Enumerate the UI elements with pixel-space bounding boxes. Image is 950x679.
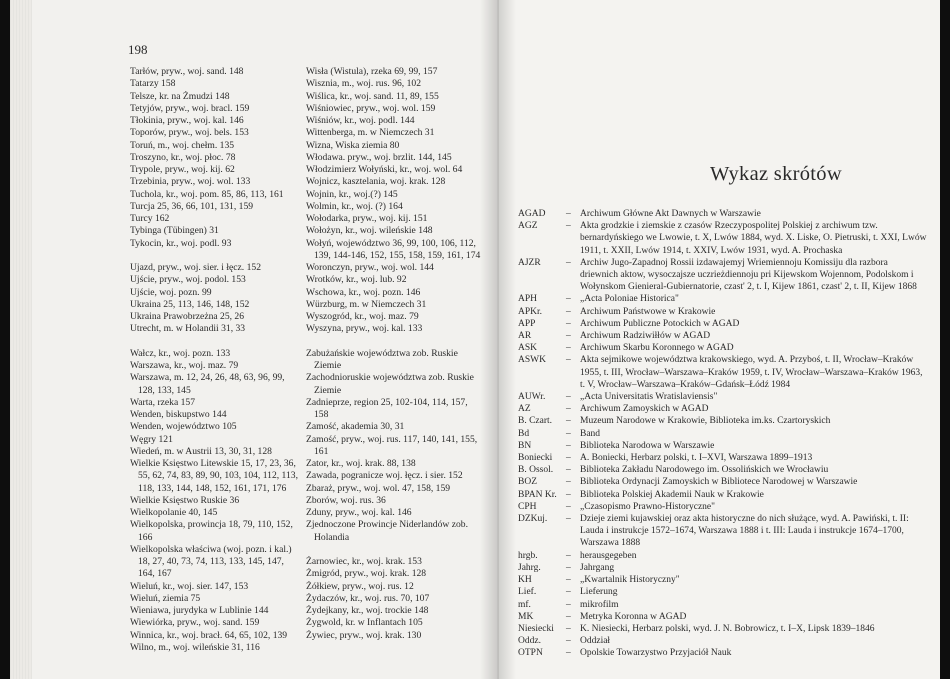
index-entry: Wojnin, kr., woj.(?) 145 <box>306 188 398 200</box>
abbreviation-value: Archiwum Skarbu Koronnego w AGAD <box>580 343 734 354</box>
page-number: 198 <box>128 42 148 57</box>
abbreviation-dash: – <box>566 562 571 573</box>
index-entry: Wenden, województwo 105 <box>130 421 237 433</box>
index-entry: Trzebinia, pryw., woj. wol. 133 <box>130 176 251 188</box>
abbreviation-key: AGAD <box>518 209 546 219</box>
abbreviation-dash: – <box>566 221 571 232</box>
abbreviation-value: Archiwum Zamoyskich w AGAD <box>580 404 709 415</box>
abbreviation-dash: – <box>566 648 571 659</box>
abbreviation-value: Lieferung <box>580 587 618 598</box>
abbreviation-value: Jahrgang <box>580 562 615 573</box>
abbreviation-row <box>518 562 928 574</box>
index-entry: Warszawa, m. 12, 24, 26, 48, 63, 96, 99, 128, 133, 145 <box>130 372 285 396</box>
index-entry: Wołodarka, pryw., woj. kij. 151 <box>306 213 428 224</box>
index-entry: Zamość, pryw., woj. rus. 117, 140, 141, 155, 161 <box>306 433 478 457</box>
index-entry: Żydaczów, kr., woj. rus. 70, 107 <box>306 592 430 604</box>
index-entry: Wolmin, kr., woj. (?) 164 <box>306 200 403 212</box>
index-entry: Włodawa. pryw., woj. brzlit. 144, 145 <box>306 151 452 163</box>
abbreviation-key: hrgb. <box>518 550 538 561</box>
abbreviation-dash: – <box>566 257 571 268</box>
abbreviation-row <box>518 599 928 611</box>
abbreviation-dash: – <box>566 611 571 622</box>
index-gap <box>306 336 482 348</box>
abbreviation-value: herausgegeben <box>580 550 637 561</box>
abbreviation-row <box>518 635 928 647</box>
abbreviation-value: „Acta Universitatis Wratislaviensis" <box>580 392 718 403</box>
abbreviation-value: Dzieje ziemi kujawskiej oraz akta historyczne do nich służące, wyd. A. Pawiński, t. II: Lauda i instrukcje 1572–1674, Warszawa 1888 i t. III: Lauda i instrukcje 1674–1700, Warszawa 1888 <box>580 514 909 549</box>
index-entry: Telsze, kr. na Żmudzi 148 <box>130 90 230 102</box>
index-entry: Wyszogród, kr., woj. maz. 79 <box>306 311 419 322</box>
index-entry: Wałcz, kr., woj. pozn. 133 <box>130 347 231 359</box>
abbreviation-row <box>518 440 928 452</box>
abbreviation-dash: – <box>566 343 571 354</box>
index-entry: Warta, rzeka 157 <box>130 396 196 408</box>
index-entry: Ujście, pryw., woj. podol. 153 <box>130 274 246 286</box>
abbreviation-dash: – <box>566 477 571 488</box>
index-entry: Wenden, biskupstwo 144 <box>130 409 227 420</box>
index-entry: Wilno, m., woj. wileńskie 31, 116 <box>130 641 260 653</box>
abbreviation-dash: – <box>566 465 571 476</box>
abbreviation-value: mikrofilm <box>580 599 619 610</box>
index-entry: Żywiec, pryw., woj. krak. 130 <box>306 629 422 641</box>
abbreviation-dash: – <box>566 489 571 500</box>
index-entry: Tłokinia, pryw., woj. kal. 146 <box>130 115 244 126</box>
index-entry: Tarłów, pryw., woj. sand. 148 <box>130 66 244 77</box>
abbreviation-value: Muzeum Narodowe w Krakowie, Biblioteka im.ks. Czartoryskich <box>580 416 831 427</box>
abbreviation-row <box>518 489 928 501</box>
abbreviation-value: „Kwartalnik Historyczny" <box>580 575 680 586</box>
index-column-1 <box>130 66 302 654</box>
abbreviation-row <box>518 476 928 488</box>
abbreviation-value: Metryka Koronna w AGAD <box>580 611 687 622</box>
abbreviation-dash: – <box>566 636 571 647</box>
abbreviation-key: B. Czart. <box>518 416 553 427</box>
index-entry: Turcy 162 <box>130 213 170 224</box>
index-entry: Woronczyn, pryw., woj. wol. 144 <box>306 262 434 273</box>
abbreviation-key: ASWK <box>518 355 546 366</box>
index-column-2 <box>306 66 482 642</box>
abbreviation-key: Niesiecki <box>518 623 554 634</box>
index-entry: Tuchola, kr., woj. pom. 85, 86, 113, 161 <box>130 188 284 200</box>
abbreviation-value: Archiwum Główne Akt Dawnych w Warszawie <box>580 209 761 219</box>
abbreviation-key: MK <box>518 611 534 622</box>
index-entry: Żmigród, pryw., woj. krak. 128 <box>306 568 427 580</box>
abbreviation-key: Boniecki <box>518 453 553 464</box>
index-entry: Zawada, pogranicze woj. łęcz. i sier. 152 <box>306 470 463 482</box>
index-gap <box>306 544 482 556</box>
index-entry: Ujście, woj. pozn. 99 <box>130 286 212 298</box>
index-entry: Wyszyna, pryw., woj. kal. 133 <box>306 323 423 335</box>
abbreviation-key: AGZ <box>518 221 538 232</box>
abbreviation-key: mf. <box>518 599 531 610</box>
index-entry: Wojnicz, kasztelania, woj. krak. 128 <box>306 176 446 188</box>
index-entry: Wielkopolska właściwa (woj. pozn. i kal.) 18, 27, 40, 73, 74, 113, 133, 145, 147, 164, 167 <box>130 543 292 580</box>
abbreviation-value: Opolskie Towarzystwo Przyjaciół Nauk <box>580 648 732 659</box>
index-entry: Wiśniów, kr., woj. podl. 144 <box>306 115 415 126</box>
abbreviation-list <box>518 208 928 660</box>
abbreviation-key: AJZR <box>518 257 541 268</box>
abbreviation-value: Oddział <box>580 636 611 647</box>
abbreviation-value: A. Boniecki, Herbarz polski, t. I–XVI, Warszawa 1899–1913 <box>580 453 813 464</box>
abbreviation-dash: – <box>566 331 571 342</box>
abbreviation-row <box>518 306 928 318</box>
abbreviation-row <box>518 513 928 550</box>
abbreviation-value: Akta grodzkie i ziemskie z czasów Rzeczypospolitej Polskiej z archiwum tzw. bernardyńskiego we Lwowie, t. X, Lwów 1884, wyd. X. Liske, O. Pietruski, t. XXI, Lwów 1911, t. XXII, Lwów 1914, t. XXIV, Lwów 1931, wyd. A. Prochaska <box>580 221 927 256</box>
abbreviation-dash: – <box>566 416 571 427</box>
abbreviation-value: „Czasopismo Prawno-Historyczne" <box>580 501 715 512</box>
abbreviation-dash: – <box>566 440 571 451</box>
abbreviation-dash: – <box>566 428 571 439</box>
index-entry: Ukraina 25, 113, 146, 148, 152 <box>130 298 250 310</box>
abbreviation-row <box>518 428 928 440</box>
abbreviation-row <box>518 330 928 342</box>
abbreviation-dash: – <box>566 294 571 305</box>
abbreviation-row <box>518 550 928 562</box>
abbreviation-key: Lief. <box>518 587 537 598</box>
abbreviation-dash: – <box>566 514 571 525</box>
abbreviation-value: Archiwum Radziwiłłów w AGAD <box>580 331 711 342</box>
index-entry: Wielkopolska, prowincja 18, 79, 110, 152, 166 <box>130 519 293 543</box>
index-entry: Trypole, pryw., woj. kij. 62 <box>130 164 235 175</box>
abbreviation-row <box>518 220 928 257</box>
index-entry: Żółkiew, pryw., woj. rus. 12 <box>306 580 414 592</box>
index-entry: Wołyń, województwo 36, 99, 100, 106, 112, 139, 144-146, 152, 155, 158, 159, 161, 174 <box>306 237 481 261</box>
abbreviation-dash: – <box>566 501 571 512</box>
index-entry: Zamość, akademia 30, 31 <box>306 421 405 433</box>
abbreviation-dash: – <box>566 318 571 329</box>
abbreviation-row <box>518 257 928 294</box>
index-entry: Toruń, m., woj. chełm. 135 <box>130 139 235 151</box>
abbreviation-dash: – <box>566 392 571 403</box>
index-entry: Tybinga (Tübingen) 31 <box>130 225 219 237</box>
abbreviation-row <box>518 623 928 635</box>
abbreviation-key: ASK <box>518 343 538 354</box>
index-entry: Wieluń, kr., woj. sier. 147, 153 <box>130 580 249 592</box>
abbreviation-value: Archiw Jugo-Zapadnoj Rossii izdawajemyj Wriemiennoju Komissiju dla razbora driewnich aktow, wysoczajsze uczriеżdiennoju pri Kijewskom Wojennom, Podolskom i Wołynskom Gienieral-Gubiernatorie, czast' 2, t. I, Kijew 1861, czast' 2, t. II, Kijew 1868 <box>580 257 917 293</box>
index-entry: Zjednoczone Prowincje Niderlandów zob. Holandia <box>306 519 468 543</box>
page-edges <box>10 0 32 679</box>
index-entry: Włodzimierz Wołyński, kr., woj. wol. 64 <box>306 164 463 175</box>
abbreviation-row <box>518 354 928 391</box>
index-entry: Tykocin, kr., woj. podl. 93 <box>130 237 232 249</box>
abbreviation-key: APP <box>518 318 536 329</box>
abbreviation-key: Bd <box>518 428 530 439</box>
abbreviation-key: KH <box>518 575 532 586</box>
index-entry: Winnica, kr., woj. bracł. 64, 65, 102, 139 <box>130 629 288 641</box>
abbreviation-value: „Acta Poloniae Historica" <box>580 294 679 305</box>
abbreviation-dash: – <box>566 599 571 610</box>
abbreviation-dash: – <box>566 587 571 598</box>
index-entry: Zbaraż, pryw., woj. wol. 47, 158, 159 <box>306 482 451 494</box>
index-entry: Żydejkany, kr., woj. trockie 148 <box>306 605 429 616</box>
index-entry: Würzburg, m. w Niemczech 31 <box>306 298 427 310</box>
index-entry: Warszawa, kr., woj. maz. 79 <box>130 360 239 371</box>
index-entry: Wiśniowiec, pryw., woj. wol. 159 <box>306 102 436 114</box>
index-entry: Węgry 121 <box>130 433 173 445</box>
abbreviation-dash: – <box>566 623 571 634</box>
index-gap <box>130 336 302 348</box>
index-entry: Utrecht, m. w Holandii 31, 33 <box>130 323 246 335</box>
abbreviation-row <box>518 293 928 305</box>
abbreviation-row <box>518 318 928 330</box>
abbreviation-dash: – <box>566 550 571 561</box>
index-entry: Wiewiórka, pryw., woj. sand. 159 <box>130 617 260 629</box>
abbreviation-row <box>518 647 928 659</box>
abbreviation-value: K. Niesiecki, Herbarz polski, wyd. J. N. Bobrowicz, t. I–X, Lipsk 1839–1846 <box>580 623 875 634</box>
index-entry: Zadnieprze, region 25, 102-104, 114, 157, 158 <box>306 396 468 420</box>
index-entry: Tatarzy 158 <box>130 78 176 90</box>
abbreviation-row <box>518 415 928 427</box>
abbreviation-row <box>518 611 928 623</box>
abbreviation-key: AZ <box>518 404 531 415</box>
abbreviation-value: Biblioteka Ordynacji Zamoyskich w Bibliotece Narodowej w Warszawie <box>580 477 858 488</box>
index-entry: Troszyno, kr., woj. płoc. 78 <box>130 151 236 163</box>
abbreviation-key: AUWr. <box>518 392 546 403</box>
abbreviation-row <box>518 464 928 476</box>
index-entry: Turcja 25, 36, 66, 101, 131, 159 <box>130 200 254 212</box>
index-entry: Wieniawa, jurydyka w Lublinie 144 <box>130 605 269 616</box>
index-entry: Wschowa, kr., woj. pozn. 146 <box>306 286 421 298</box>
index-entry: Zborów, woj. rus. 36 <box>306 494 386 506</box>
abbreviation-key: B. Ossol. <box>518 465 554 476</box>
abbreviation-key: DZKuj. <box>518 514 548 525</box>
page-title: Wykaz skrótów <box>710 163 842 185</box>
index-entry: Żarnowiec, kr., woj. krak. 153 <box>306 556 422 567</box>
index-entry: Żygwold, kr. w Inflantach 105 <box>306 617 423 629</box>
abbreviation-dash: – <box>566 355 571 366</box>
abbreviation-value: Biblioteka Zakładu Narodowego im. Ossolińskich we Wrocławiu <box>580 465 829 476</box>
abbreviation-value: Biblioteka Polskiej Akademii Nauk w Krakowie <box>580 489 764 500</box>
abbreviation-key: OTPN <box>518 648 543 659</box>
book-gutter <box>480 0 516 679</box>
index-entry: Wiślica, kr., woj. sand. 11, 89, 155 <box>306 90 439 102</box>
index-entry: Zator, kr., woj. krak. 88, 138 <box>306 458 416 469</box>
abbreviation-key: AR <box>518 331 532 342</box>
abbreviation-value: Biblioteka Narodowa w Warszawie <box>580 440 715 451</box>
index-entry: Wrotków, kr., woj. lub. 92 <box>306 274 407 286</box>
abbreviation-row <box>518 501 928 513</box>
index-entry: Wielkie Księstwo Litewskie 15, 17, 23, 36, 55, 62, 74, 83, 89, 90, 103, 104, 112, 113, 118, 133, 144, 148, 152, 161, 171, 176 <box>130 458 298 494</box>
index-entry: Wizna, Wiska ziemia 80 <box>306 139 400 151</box>
abbreviation-key: BPAN Kr. <box>518 489 557 500</box>
abbreviation-key: BOZ <box>518 477 537 488</box>
abbreviation-key: CPH <box>518 501 537 512</box>
abbreviation-key: APKr. <box>518 306 543 317</box>
index-entry: Wittenberga, m. w Niemczech 31 <box>306 127 435 139</box>
abbreviation-row <box>518 574 928 586</box>
abbreviation-value: Archiwum Państwowe w Krakowie <box>580 306 716 317</box>
index-entry: Wielkopolanie 40, 145 <box>130 507 218 518</box>
abbreviation-row <box>518 586 928 598</box>
abbreviation-row <box>518 391 928 403</box>
index-entry: Wisła (Wistula), rzeka 69, 99, 157 <box>306 66 438 77</box>
index-entry: Wiedeń, m. w Austrii 13, 30, 31, 128 <box>130 445 272 457</box>
index-gap <box>130 250 302 262</box>
index-entry: Ukraina Prawobrzeżna 25, 26 <box>130 311 245 322</box>
abbreviation-key: Jahrg. <box>518 562 541 573</box>
index-entry: Toporów, pryw., woj. bels. 153 <box>130 127 249 139</box>
index-entry: Zachodnioruskie województwa zob. Ruskie Ziemie <box>306 372 474 396</box>
abbreviation-value: Band <box>580 428 601 439</box>
abbreviation-dash: – <box>566 404 571 415</box>
abbreviation-key: APH <box>518 294 538 305</box>
abbreviation-key: Oddz. <box>518 636 541 647</box>
index-entry: Wielkie Księstwo Ruskie 36 <box>130 494 240 506</box>
abbreviation-row <box>518 208 928 220</box>
abbreviation-dash: – <box>566 306 571 317</box>
abbreviation-row <box>518 342 928 354</box>
index-entry: Ujazd, pryw., woj. sier. i łęcz. 152 <box>130 262 261 273</box>
index-entry: Tetyjów, pryw., woj. bracl. 159 <box>130 102 250 114</box>
abbreviation-key: BN <box>518 440 532 451</box>
abbreviation-row <box>518 452 928 464</box>
abbreviation-dash: – <box>566 575 571 586</box>
abbreviation-dash: – <box>566 209 571 219</box>
abbreviation-row <box>518 403 928 415</box>
index-entry: Zduny, pryw., woj. kal. 146 <box>306 507 412 518</box>
abbreviation-value: Archiwum Publiczne Potockich w AGAD <box>580 318 740 329</box>
abbreviation-dash: – <box>566 453 571 464</box>
index-entry: Wisznia, m., woj. rus. 96, 102 <box>306 78 421 90</box>
index-entry: Wieluń, ziemia 75 <box>130 592 201 604</box>
abbreviation-value: Akta sejmikowe województwa krakowskiego, wyd. A. Przyboś, t. II, Wrocław–Kraków 1955, t. III, Wrocław–Warszawa–Kraków 1959, t. IV, Wrocław–Warszawa–Kraków 1963, t. V, Wrocław–Warszawa–Kraków–Gdańsk–Łódź 1984 <box>580 355 923 390</box>
index-entry: Zabużańskie województwa zob. Ruskie Ziemie <box>306 347 458 371</box>
index-entry: Wołożyn, kr., woj. wileńskie 148 <box>306 225 433 237</box>
